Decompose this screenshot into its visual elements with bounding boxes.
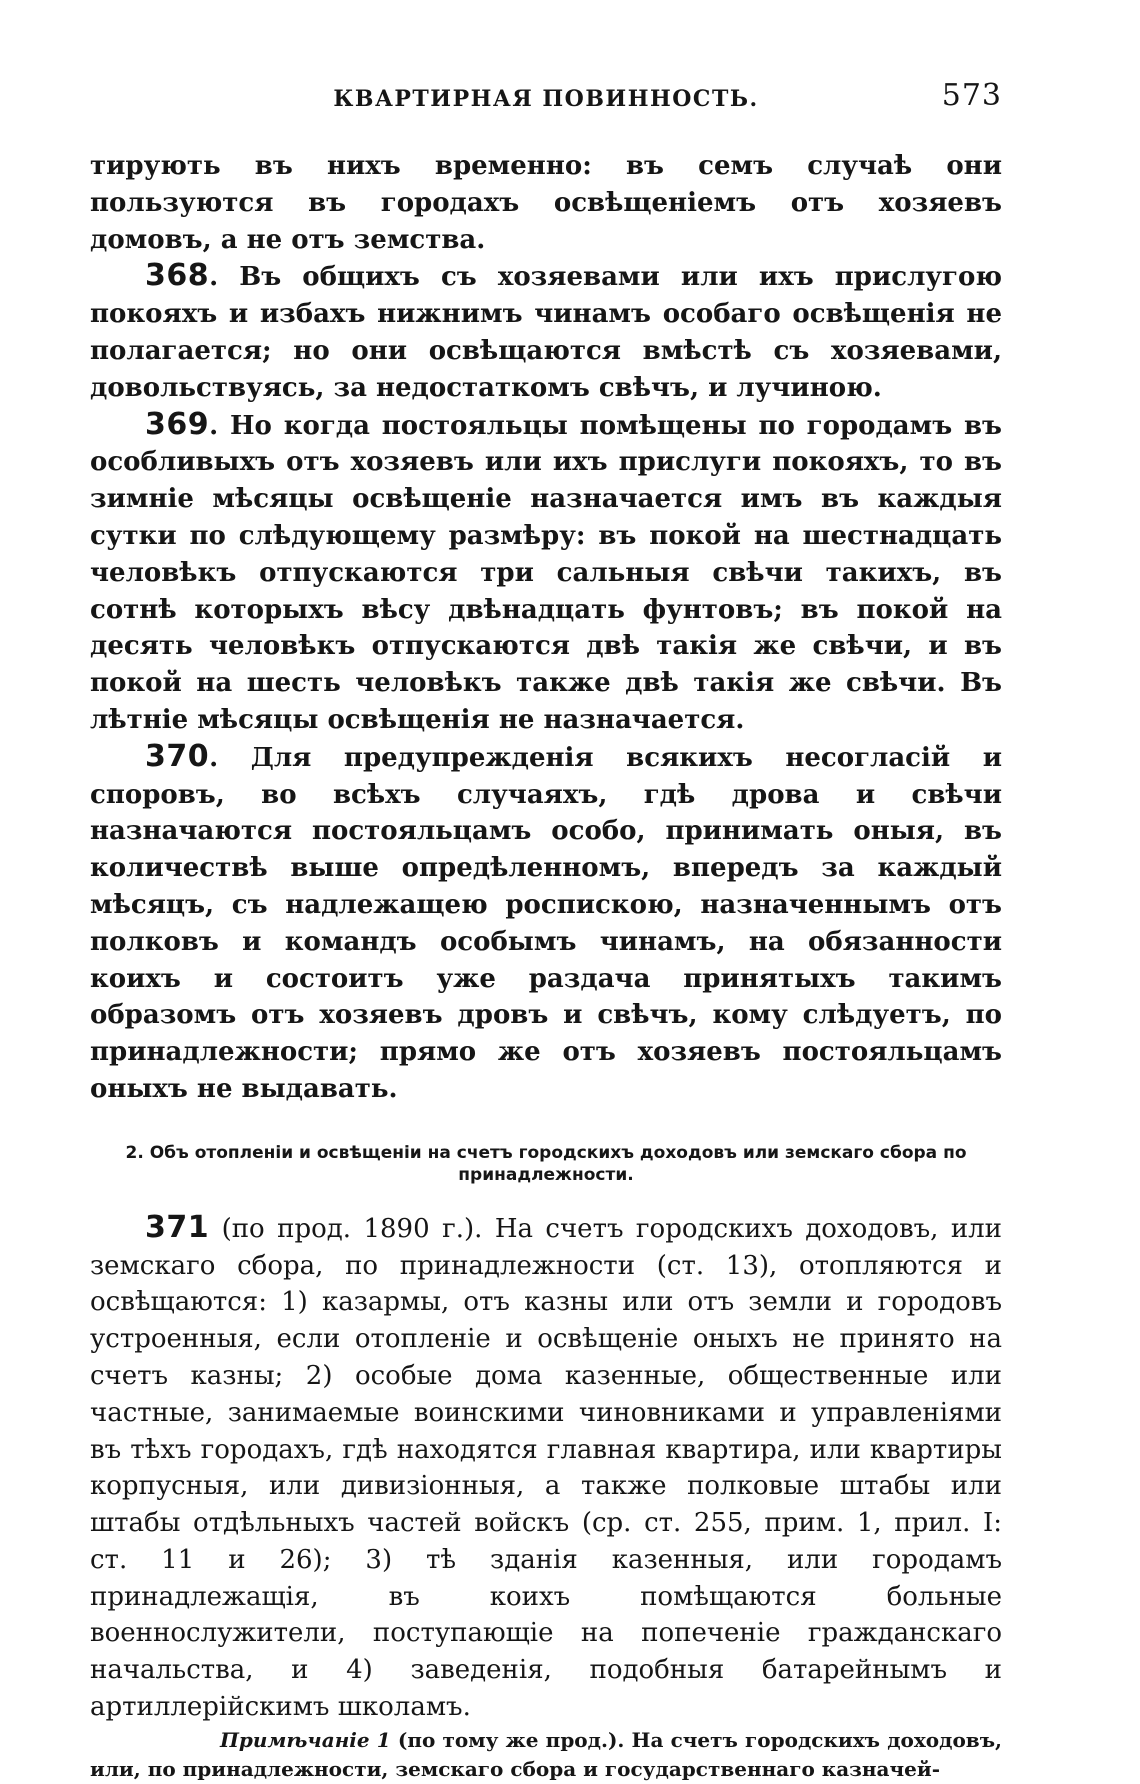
article-text: (по прод. 1890 г.). На счетъ городскихъ доходовъ, или земскаго сбора, по принадлежности (ст. 13), отопляются и освѣщаются: 1) казармы, отъ казны или отъ земли и городовъ устроенныя, если отопленіе и освѣщеніе оныхъ не принято на счетъ казны; 2) особые дома казенные, общественные или частные, занимаемые воинскими чиновниками и управленіями въ тѣхъ городахъ, гдѣ находятся главная квартира, или квартиры корпусныя, или дивизіонныя, а также полковые штабы или штабы отдѣльныхъ частей войскъ (ср. ст. 255, прим. 1, прил. I: ст. 11 и 26); 3) тѣ зданія казенныя, или городамъ принадлежащія, въ коихъ помѣщаются больные военнослужители, поступающіе на попеченіе гражданскаго начальства, и 4) заведенія, подобныя батарейнымъ и артиллерійскимъ школамъ. [90,1213,1002,1723]
page-number: 573 [941,78,1002,113]
note-text: (по тому же прод.). На счетъ городскихъ доходовъ, или, по принадлежности, земскаго сбора и государственнаго казначей- [90,1727,1002,1781]
section-heading: 2. Объ отопленіи и освѣщеніи на счетъ городскихъ доходовъ или земскаго сбора по принадлежности. [125,1142,967,1185]
article-text: . Для предупрежденія всякихъ несогласій и споровъ, во всѣхъ случаяхъ, гдѣ дрова и свѣчи назначаются постояльцамъ особо, принимать оныя, въ количествѣ выше опредѣленномъ, впередъ за каждый мѣсяцъ, съ надлежащею роспискою, назначеннымъ отъ полковъ и командъ особымъ чинамъ, на обязанности коихъ и состоитъ уже раздача принятыхъ такимъ образомъ отъ хозяевъ дровъ и свѣчъ, кому слѣдуетъ, по принадлежности; прямо же отъ хозяевъ постояльцамъ оныхъ не выдавать. [90,742,1002,1104]
article-369 [90,407,1002,739]
article-text: . Но когда постояльцы помѣщены по городамъ въ особливыхъ отъ хозяевъ или ихъ прислуги покояхъ, то въ зимніе мѣсяцы освѣщеніе назначается имъ въ каждыя сутки по слѣдующему размѣру: въ покой на шестнадцать человѣкъ отпускаются три сальныя свѣчи такихъ, въ сотнѣ которыхъ вѣсу двѣнадцать фунтовъ; въ покой на десять человѣкъ отпускаются двѣ такія же свѣчи, и въ покой на шесть человѣкъ также двѣ такія же свѣчи. Въ лѣтніе мѣсяцы освѣщенія не назначается. [90,410,1002,735]
note-label: Примѣчаніе 1 [220,1727,391,1752]
article-text: . Въ общихъ съ хозяевами или ихъ прислугою покояхъ и избахъ нижнимъ чинамъ особаго освѣщенія не полагается; но они освѣщаются вмѣстѣ съ хозяевами, довольствуясь, за недостаткомъ свѣчъ, и лучиною. [90,262,1002,403]
running-head: КВАРТИРНАЯ ПОВИННОСТЬ. [333,86,759,112]
article-371 [90,1210,1002,1726]
note-paragraph [90,1726,1002,1784]
article-368 [90,258,1002,406]
article-number: 368 [145,258,210,294]
article-number: 371 [145,1209,210,1245]
article-number: 369 [145,406,210,442]
article-number: 370 [145,738,210,774]
article-370 [90,739,1002,1108]
continuation-paragraph: тирують въ нихъ временно: въ семъ случаѣ они пользуются въ городахъ освѣщеніемъ отъ хозяевъ домовъ, а не отъ земства. [90,151,1002,255]
page-body [90,148,1002,1784]
page-header [90,78,1002,118]
